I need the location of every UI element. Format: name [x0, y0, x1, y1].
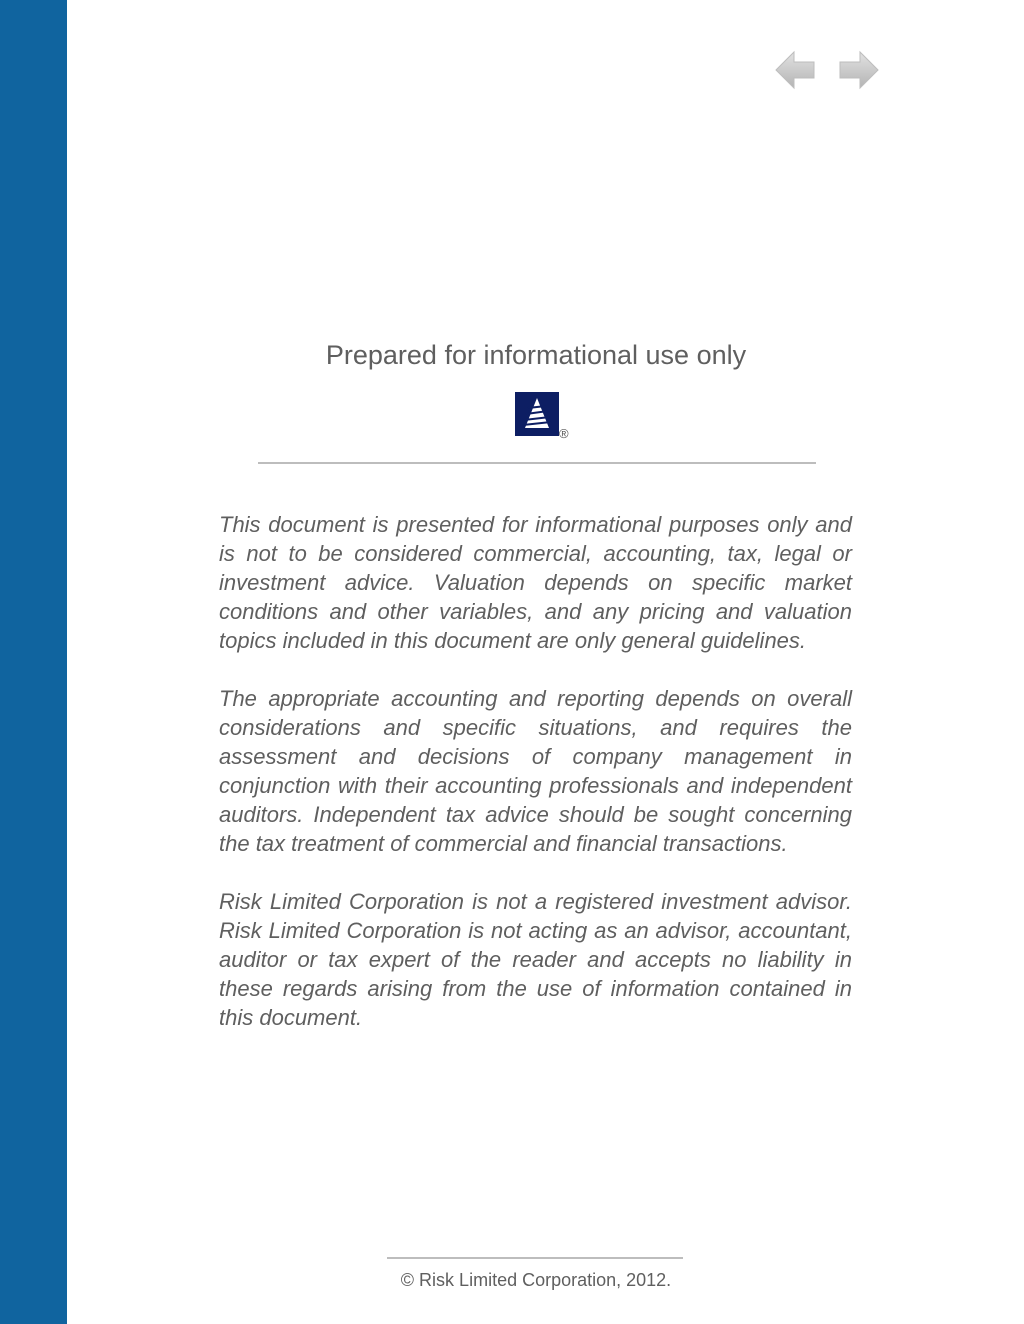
disclaimer-paragraph: The appropriate accounting and reporting depends on overall considerations and specific situations, and requires the assessment and decisions of company management in conjunction with their accounting professionals and independent auditors. Independent tax advice should be sought concerning the tax treatment of commercial and financial transactions. [219, 686, 852, 856]
copyright-footer: © Risk Limited Corporation, 2012. [400, 1270, 672, 1290]
disclaimer-text [219, 510, 852, 1061]
previous-page-button[interactable] [774, 48, 818, 92]
disclaimer-paragraph: Risk Limited Corporation is not a registered investment advisor. Risk Limited Corporation is not acting as an advisor, accountant, auditor or tax expert of the reader and accepts no liability in these regards arising from the use of information contained in this document. [219, 889, 852, 1030]
arrow-right-icon [836, 48, 880, 92]
next-page-button[interactable] [836, 48, 880, 92]
divider-bottom [387, 1257, 683, 1259]
sidebar-band [0, 0, 67, 1324]
page-heading: Prepared for informational use only [325, 340, 747, 370]
divider-top [258, 462, 816, 464]
arrow-left-icon [774, 48, 818, 92]
pyramid-logo-icon [515, 392, 559, 436]
disclaimer-paragraph: This document is presented for informational purposes only and is not to be considered commercial, accounting, tax, legal or investment advice. Valuation depends on specific market conditions and other variables, and any pricing and valuation topics included in this document are only general guidelines. [219, 512, 852, 653]
registered-mark: ® [559, 426, 569, 441]
page-navigation [774, 48, 882, 94]
